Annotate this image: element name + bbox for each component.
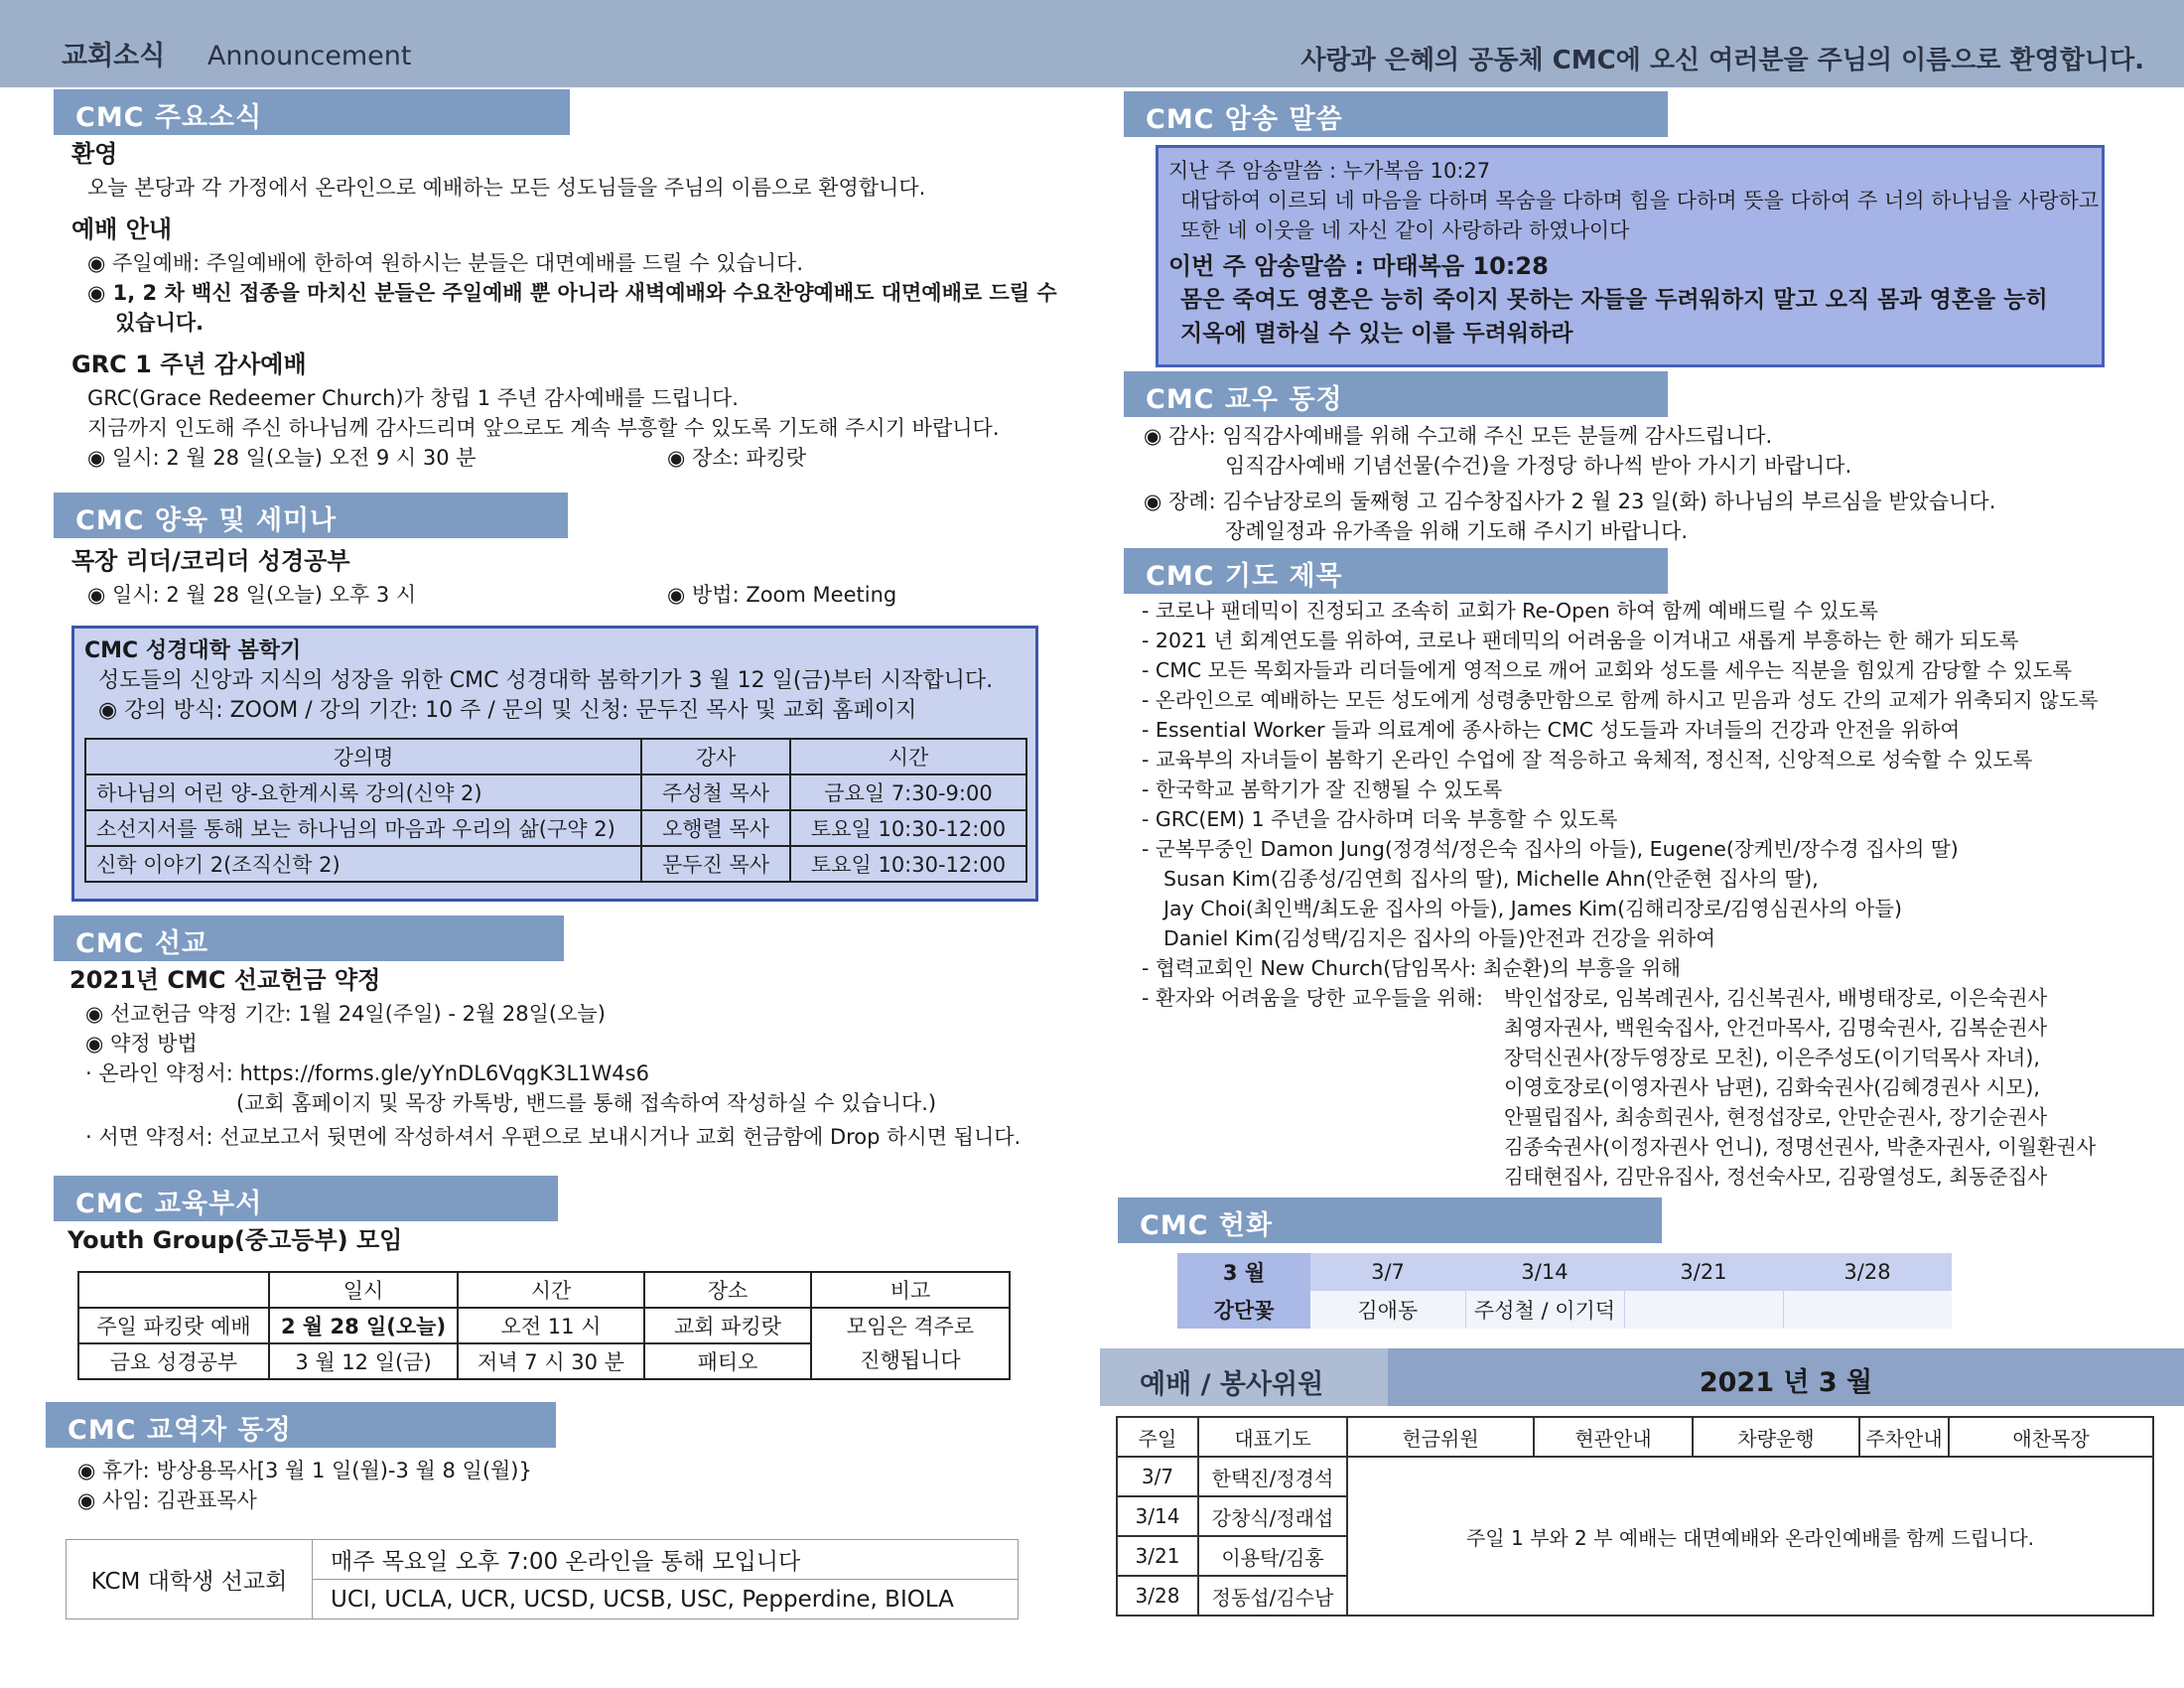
youth-note-line1: 모임은 격주로 — [846, 1315, 975, 1338]
this-verse-line1: 몸은 죽여도 영혼은 능히 죽이지 못하는 자들을 두려워하지 말고 오직 몸과 영혼을 능히 — [1180, 287, 2048, 313]
course-header-teacher: 강사 — [641, 739, 790, 774]
flowers-name — [1783, 1291, 1952, 1329]
flowers-name: 주성철 / 이기덕 — [1465, 1291, 1624, 1329]
service-header: 차량운행 — [1693, 1417, 1859, 1457]
page-header-bar — [0, 0, 2184, 87]
youth-date: 3 월 12 일(금) — [269, 1343, 458, 1379]
youth-event: 금요 성경공부 — [78, 1343, 269, 1379]
grc-title: GRC 1 주년 감사예배 — [71, 351, 307, 378]
members-funeral1: ◉ 장례: 김수남장로의 둘째형 고 김수창집사가 2 월 23 일(화) 하나님의 부르심을 받았습니다. — [1144, 490, 1996, 513]
youth-table — [77, 1271, 1011, 1380]
course-header-row — [85, 739, 1026, 774]
welcome-text: 오늘 본당과 각 가정에서 온라인으로 예배하는 모든 성도님들을 주님의 이름으로 환영합니다. — [87, 176, 926, 200]
course-teacher: 주성철 목사 — [641, 774, 790, 810]
table-row — [85, 774, 1026, 810]
service-item2b: 있습니다. — [115, 311, 205, 335]
youth-header-blank — [78, 1272, 269, 1308]
study-method: ◉ 방법: Zoom Meeting — [667, 583, 897, 607]
welcome-title: 환영 — [71, 140, 118, 168]
course-name: 신학 이야기 2(조직신학 2) — [85, 846, 641, 882]
service-header: 애찬목장 — [1949, 1417, 2153, 1457]
grc-date: ◉ 일시: 2 월 28 일(오늘) 오전 9 시 30 분 — [87, 446, 477, 470]
college-line2: ◉ 강의 방식: ZOOM / 강의 기간: 10 주 / 문의 및 신청: 문두진 목사 및 교회 홈페이지 — [98, 698, 917, 723]
prayer-patient-line: 박인섭장로, 임복례권사, 김신복권사, 배병태장로, 이은숙권사 — [1504, 986, 2048, 1010]
grc-place: ◉ 장소: 파킹랏 — [667, 446, 807, 470]
prayer-item: - 코로나 팬데믹이 진정되고 조속히 교회가 Re-Open 하여 함께 예배드릴 수 있도록 — [1142, 599, 1879, 623]
service-header: 현관안내 — [1534, 1417, 1693, 1457]
youth-place: 패티오 — [644, 1343, 811, 1379]
kcm-line2: UCI, UCLA, UCR, UCSD, UCSB, USC, Pepperdine, BIOLA — [313, 1580, 1019, 1619]
mission-online: · 온라인 약정서: https://forms.gle/yYnDL6VqgK3L1W4s6 — [85, 1061, 649, 1085]
header-left — [62, 34, 411, 72]
flowers-date: 3/14 — [1465, 1253, 1624, 1291]
prayer-patient-line: 이영호장로(이영자권사 남편), 김화숙권사(김혜경권사 시모), — [1504, 1075, 2040, 1099]
youth-header-time: 시간 — [458, 1272, 644, 1308]
section-header-members: CMC 교우 동정 — [1124, 371, 1668, 417]
table-row — [85, 810, 1026, 846]
study-title: 목장 리더/코리더 성경공부 — [71, 547, 350, 575]
last-verse-line2: 또한 네 이웃을 네 자신 같이 사랑하라 하였나이다 — [1180, 218, 1630, 242]
service-item1: ◉ 주일예배: 주일예배에 한하여 원하시는 분들은 대면예배를 드릴 수 있습니다. — [87, 251, 804, 275]
prayer-patient-line: 김종숙권사(이정자권사 언니), 정명선권사, 박춘자권사, 이월환권사 — [1504, 1135, 2097, 1159]
section-header-training: CMC 양육 및 세미나 — [54, 492, 568, 538]
prayer-patients-first — [1142, 983, 2174, 1013]
this-verse-line2: 지옥에 멸하실 수 있는 이를 두려워하라 — [1180, 321, 1573, 347]
education-block — [68, 1225, 1060, 1259]
prayer-patients-label: - 환자와 어려움을 당한 교우들을 위해: — [1142, 986, 1483, 1010]
course-time: 토요일 10:30-12:00 — [790, 810, 1026, 846]
flowers-table — [1177, 1253, 1952, 1329]
mission-paper: · 서면 약정서: 선교보고서 뒷면에 작성하셔서 우편으로 보내시거나 교회 헌금함에 Drop 하시면 됩니다. — [85, 1125, 1022, 1149]
prayer-block — [1142, 596, 2174, 1192]
course-teacher: 오행렬 목사 — [641, 810, 790, 846]
course-header-time: 시간 — [790, 739, 1026, 774]
prayer-item: - CMC 모든 목회자들과 리더들에게 영적으로 깨어 교회와 성도를 세우는 직분을 힘있게 감당할 수 있도록 — [1142, 658, 2073, 682]
flowers-name: 김애동 — [1310, 1291, 1465, 1329]
course-table — [84, 738, 1027, 883]
prayer-item: - 2021 년 회계연도를 위하여, 코로나 팬데믹의 어려움을 이겨내고 새롭게 부흥하는 한 해가 되도록 — [1142, 629, 2019, 652]
service-date: 3/7 — [1117, 1457, 1198, 1496]
youth-place: 교회 파킹랏 — [644, 1308, 811, 1343]
table-row — [67, 1540, 1019, 1580]
prayer-item: - 온라인으로 예배하는 모든 성도에게 성령충만함으로 함께 하시고 믿음과 성도 간의 교제가 위축되지 않도록 — [1142, 688, 2099, 712]
prayer-patient-line: 장덕신권사(장두영장로 모친), 이은주성도(이기덕목사 자녀), — [1504, 1046, 2040, 1069]
memory-verse-box — [1156, 145, 2105, 367]
members-thanks1: ◉ 감사: 임직감사예배를 위해 수고해 주신 모든 분들께 감사드립니다. — [1144, 424, 1773, 448]
kcm-table — [66, 1539, 1019, 1619]
last-verse-ref: 지난 주 암송말씀 : 누가복음 10:27 — [1168, 159, 1491, 183]
grc-info — [71, 443, 1064, 473]
youth-date: 2 월 28 일(오늘) — [269, 1308, 458, 1343]
bible-college-box — [71, 626, 1038, 902]
flowers-row-label: 강단꽃 — [1177, 1291, 1310, 1329]
kcm-name: KCM 대학생 선교회 — [67, 1540, 313, 1619]
service-prayer: 이용탁/김홍 — [1198, 1536, 1347, 1576]
prayer-item: - 한국학교 봄학기가 잘 진행될 수 있도록 — [1142, 777, 1503, 801]
this-verse-ref: 이번 주 암송말씀 : 마태복음 10:28 — [1168, 252, 1549, 280]
service-note: 주일 1 부와 2 부 예배는 대면예배와 온라인예배를 함께 드립니다. — [1347, 1457, 2153, 1616]
prayer-item: - 교육부의 자녀들이 봄학기 온라인 수업에 잘 적응하고 육체적, 정신적, 신앙적으로 성숙할 수 있도록 — [1142, 748, 2033, 772]
service-header: 대표기도 — [1198, 1417, 1347, 1457]
training-block — [71, 546, 1064, 610]
mission-period: ◉ 선교헌금 약정 기간: 1월 24일(주일) - 2월 28일(오늘) — [85, 1002, 606, 1026]
prayer-military-cont: Daniel Kim(김성택/김지은 집사의 아들)안전과 건강을 위하여 — [1163, 926, 1715, 950]
flowers-date: 3/21 — [1624, 1253, 1783, 1291]
table-row — [1117, 1457, 2153, 1496]
table-row — [78, 1308, 1010, 1343]
service-prayer: 정동섭/김수남 — [1198, 1576, 1347, 1616]
service-title: 예배 안내 — [71, 215, 173, 243]
grc-line2: 지금까지 인도해 주신 하나님께 감사드리며 앞으로도 계속 부흥할 수 있도록 기도해 주시기 바랍니다. — [87, 416, 1000, 440]
service-prayer: 한택진/정경석 — [1198, 1457, 1347, 1496]
service-header: 헌금위원 — [1347, 1417, 1534, 1457]
course-header-name: 강의명 — [85, 739, 641, 774]
youth-title: Youth Group(중고등부) 모임 — [68, 1226, 403, 1254]
service-table — [1116, 1416, 2154, 1617]
flowers-header-row — [1177, 1253, 1952, 1291]
college-title: CMC 성경대학 봄학기 — [84, 638, 302, 663]
service-date: 3/28 — [1117, 1576, 1198, 1616]
service-date: 3/21 — [1117, 1536, 1198, 1576]
prayer-patient-line: 최영자권사, 백원숙집사, 안건마목사, 김명숙권사, 김복순권사 — [1504, 1016, 2048, 1040]
staff-resign: ◉ 사임: 김관표목사 — [77, 1488, 257, 1512]
course-teacher: 문두진 목사 — [641, 846, 790, 882]
section-header-mission: CMC 선교 — [54, 915, 564, 961]
worship-bar — [1100, 1348, 2184, 1406]
service-prayer: 강창식/정래섭 — [1198, 1496, 1347, 1536]
youth-time: 저녁 7 시 30 분 — [458, 1343, 644, 1379]
prayer-military-cont: Susan Kim(김종성/김연희 집사의 딸), Michelle Ahn(안준현 집사의 딸), — [1163, 867, 1819, 891]
mission-block — [69, 965, 1082, 1152]
youth-header-note: 비고 — [811, 1272, 1010, 1308]
mission-online-note: (교회 홈페이지 및 목장 카톡방, 밴드를 통해 접속하여 작성하실 수 있습니다.) — [236, 1091, 937, 1115]
last-verse-line1: 대답하여 이르되 네 마음을 다하며 목숨을 다하며 힘을 다하며 뜻을 다하여 주 너의 하나님을 사랑하고 — [1180, 189, 2100, 212]
grc-line1: GRC(Grace Redeemer Church)가 창립 1 주년 감사예배를 드립니다. — [87, 386, 739, 410]
course-name: 하나님의 어린 양-요한계시록 강의(신약 2) — [85, 774, 641, 810]
section-header-memory: CMC 암송 말씀 — [1124, 91, 1668, 137]
worship-month: 2021 년 3 월 — [1699, 1367, 1873, 1398]
youth-event: 주일 파킹랏 예배 — [78, 1308, 269, 1343]
prayer-military-cont: Jay Choi(최인백/최도윤 집사의 아들), James Kim(김해리장로/김영심권사의 아들) — [1163, 897, 1902, 920]
section-header-staff: CMC 교역자 동정 — [46, 1402, 556, 1448]
table-row — [1177, 1291, 1952, 1329]
youth-header-place: 장소 — [644, 1272, 811, 1308]
service-header-row — [1117, 1417, 2153, 1457]
course-time: 토요일 10:30-12:00 — [790, 846, 1026, 882]
flowers-date: 3/7 — [1310, 1253, 1465, 1291]
youth-header-date: 일시 — [269, 1272, 458, 1308]
service-header: 주일 — [1117, 1417, 1198, 1457]
college-line1: 성도들의 신앙과 지식의 성장을 위한 CMC 성경대학 봄학기가 3 월 12 일(금)부터 시작합니다. — [98, 668, 994, 693]
section-header-flowers: CMC 헌화 — [1118, 1197, 1662, 1243]
prayer-patient-line: 김태현집사, 김만유집사, 정선숙사모, 김광열성도, 최동준집사 — [1504, 1165, 2048, 1189]
header-subtitle: Announcement — [206, 41, 412, 71]
header-title: 교회소식 — [62, 41, 166, 71]
youth-time: 오전 11 시 — [458, 1308, 644, 1343]
course-time: 금요일 7:30-9:00 — [790, 774, 1026, 810]
mission-method: ◉ 약정 방법 — [85, 1032, 198, 1055]
members-funeral2: 장례일정과 유가족을 위해 기도해 주시기 바랍니다. — [1225, 519, 1689, 543]
youth-note-line2: 진행됩니다 — [860, 1348, 961, 1372]
members-block — [1144, 421, 2136, 546]
service-item2a: ◉ 1, 2 차 백신 접종을 마치신 분들은 주일예배 뿐 아니라 새벽예배와 수요찬양예배도 대면예배로 드릴 수 — [87, 281, 1057, 305]
prayer-patient-line: 안필립집사, 최송희권사, 현정섭장로, 안만순권사, 장기순권사 — [1504, 1105, 2048, 1129]
study-date: ◉ 일시: 2 월 28 일(오늘) 오후 3 시 — [87, 583, 417, 607]
prayer-partner: - 협력교회인 New Church(담임목사: 최순환)의 부흥을 위해 — [1142, 956, 1682, 980]
service-date: 3/14 — [1117, 1496, 1198, 1536]
table-row — [85, 846, 1026, 882]
staff-block — [77, 1456, 872, 1515]
section-header-news: CMC 주요소식 — [54, 89, 570, 135]
course-name: 소선지서를 통해 보는 하나님의 마음과 우리의 삶(구약 2) — [85, 810, 641, 846]
study-info — [71, 580, 1064, 610]
mission-title: 2021년 CMC 선교헌금 약정 — [69, 966, 381, 994]
staff-vacation: ◉ 휴가: 방상용목사[3 월 1 일(월)-3 월 8 일(월)} — [77, 1459, 532, 1482]
section-header-prayer: CMC 기도 제목 — [1124, 548, 1668, 594]
worship-title: 예배 / 봉사위원 — [1100, 1348, 1388, 1406]
prayer-item: - 군복무중인 Damon Jung(정경석/정은숙 집사의 아들), Eugene(장케빈/장수경 집사의 딸) — [1142, 837, 1959, 861]
news-block — [71, 139, 1064, 473]
kcm-line1: 매주 목요일 오후 7:00 온라인을 통해 모입니다 — [313, 1540, 1019, 1580]
service-header: 주차안내 — [1859, 1417, 1949, 1457]
flowers-month: 3 월 — [1177, 1253, 1310, 1291]
prayer-item: - GRC(EM) 1 주년을 감사하며 더욱 부흥할 수 있도록 — [1142, 807, 1618, 831]
members-thanks2: 임직감사예배 기념선물(수건)을 가정당 하나씩 받아 가시기 바랍니다. — [1225, 454, 1852, 478]
flowers-date: 3/28 — [1783, 1253, 1952, 1291]
section-header-education: CMC 교육부서 — [54, 1176, 558, 1221]
youth-note — [811, 1308, 1010, 1379]
flowers-name — [1624, 1291, 1783, 1329]
prayer-item: - Essential Worker 들과 의료계에 종사하는 CMC 성도들과 자녀들의 건강과 안전을 위하여 — [1142, 718, 1961, 742]
youth-header-row — [78, 1272, 1010, 1308]
header-welcome: 사랑과 은혜의 공동체 CMC에 오신 여러분을 주님의 이름으로 환영합니다. — [1300, 46, 2144, 75]
